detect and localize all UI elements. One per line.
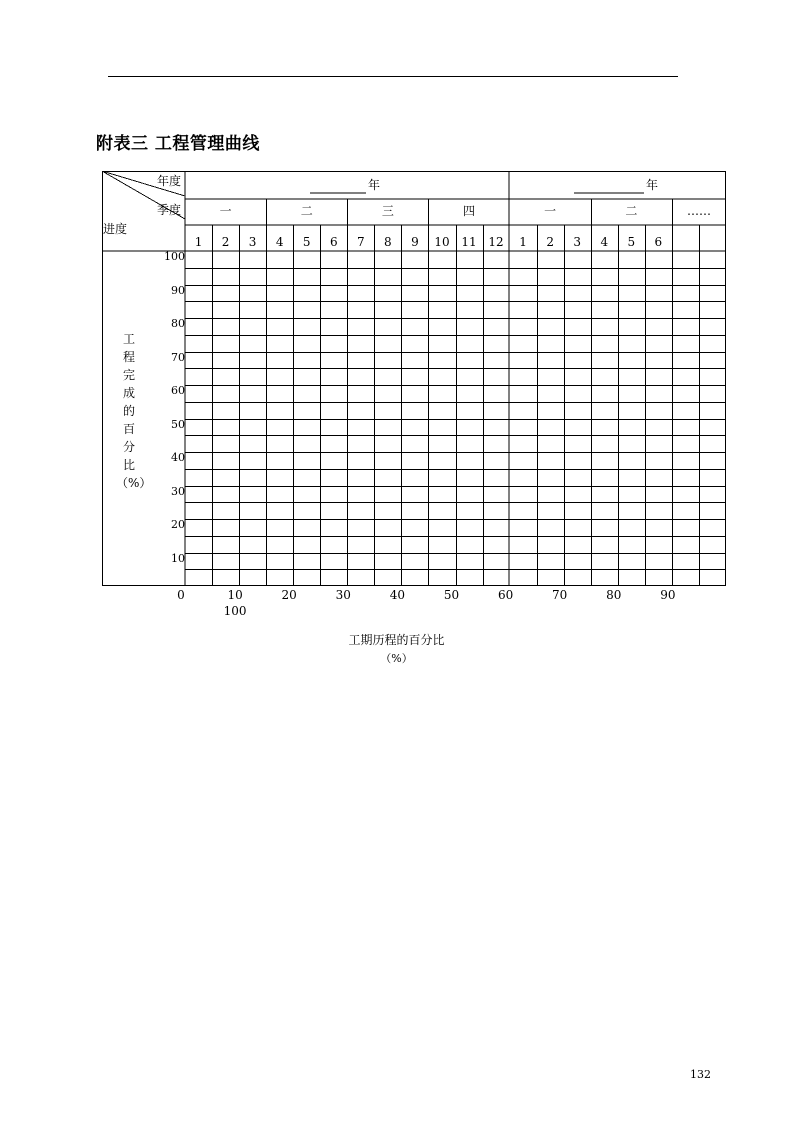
month-label: 9 [411,235,419,249]
month-label: 7 [357,235,365,249]
month-label: 10 [434,235,450,249]
x-tick-label: 90 [660,588,676,602]
month-label: 6 [654,235,663,249]
y-axis-label-char: 程 [122,350,135,364]
page-title: 附表三 工程管理曲线 [96,134,260,154]
y-tick-label: 30 [171,484,185,498]
month-label: 4 [600,235,609,249]
quarter-label: 一 [219,204,232,218]
y-tick-label: 80 [171,317,185,330]
x-tick-label-extra: 100 [223,604,247,618]
x-axis-label: 工期历程的百分比 [348,633,445,647]
quarter-label: 二 [300,204,313,218]
month-label: 3 [248,235,257,249]
quarter-label: 二 [625,204,638,218]
x-tick-label: 10 [227,588,243,602]
month-label: 8 [384,235,392,249]
year-header-label: 年度 [157,174,182,188]
y-tick-label: 70 [171,350,185,364]
quarter-label: 四 [463,204,476,218]
quarter-label: 一 [544,204,557,218]
page-number: 132 [690,1068,711,1081]
x-tick-label: 50 [443,588,460,602]
header-rule [108,76,678,77]
month-label: 1 [194,235,203,249]
y-axis-label-char: 分 [122,440,135,454]
month-label: 5 [627,235,636,249]
y-axis-label-char: 百 [122,422,135,436]
year-1-suffix: 年 [368,178,381,192]
month-label: 4 [275,235,284,249]
month-label: 3 [573,235,582,249]
y-axis-label-char: 成 [122,386,135,400]
y-tick-label: 40 [171,451,185,464]
progress-header-label: 进度 [103,222,128,236]
y-axis-label [116,330,152,492]
y-tick-label: 90 [171,283,185,297]
x-tick-label: 0 [177,588,185,602]
x-axis-unit: （%） [380,652,413,665]
x-tick-label: 80 [606,588,622,602]
y-axis-label-char: 比 [122,458,135,472]
quarter-header-label: 季度 [157,203,182,217]
y-tick-label: 100 [164,250,185,263]
month-label: 12 [488,235,504,249]
month-label: 1 [519,235,527,249]
month-label: 6 [329,235,338,249]
month-label: 5 [302,235,311,249]
y-axis-label-char: 工 [122,332,135,346]
y-tick-label: 10 [171,551,185,565]
month-label: 11 [461,235,477,249]
y-tick-label: 60 [171,384,185,397]
progress-chart-grid [102,171,726,586]
y-axis-label-char: （%） [116,476,152,490]
x-tick-label: 70 [552,588,568,602]
y-axis-label-char: 完 [122,368,135,382]
x-tick-label: 30 [335,588,351,602]
x-tick-label: 40 [389,588,406,602]
quarter-label: …… [686,204,711,218]
x-tick-label: 60 [497,588,514,602]
y-tick-label: 20 [171,518,185,531]
x-tick-label: 20 [281,588,297,602]
y-tick-label: 50 [171,417,185,431]
y-axis-label-char: 的 [122,404,135,418]
month-label: 2 [221,235,230,249]
year-2-suffix: 年 [646,178,659,192]
quarter-label: 三 [381,204,394,218]
month-label: 2 [546,235,554,249]
